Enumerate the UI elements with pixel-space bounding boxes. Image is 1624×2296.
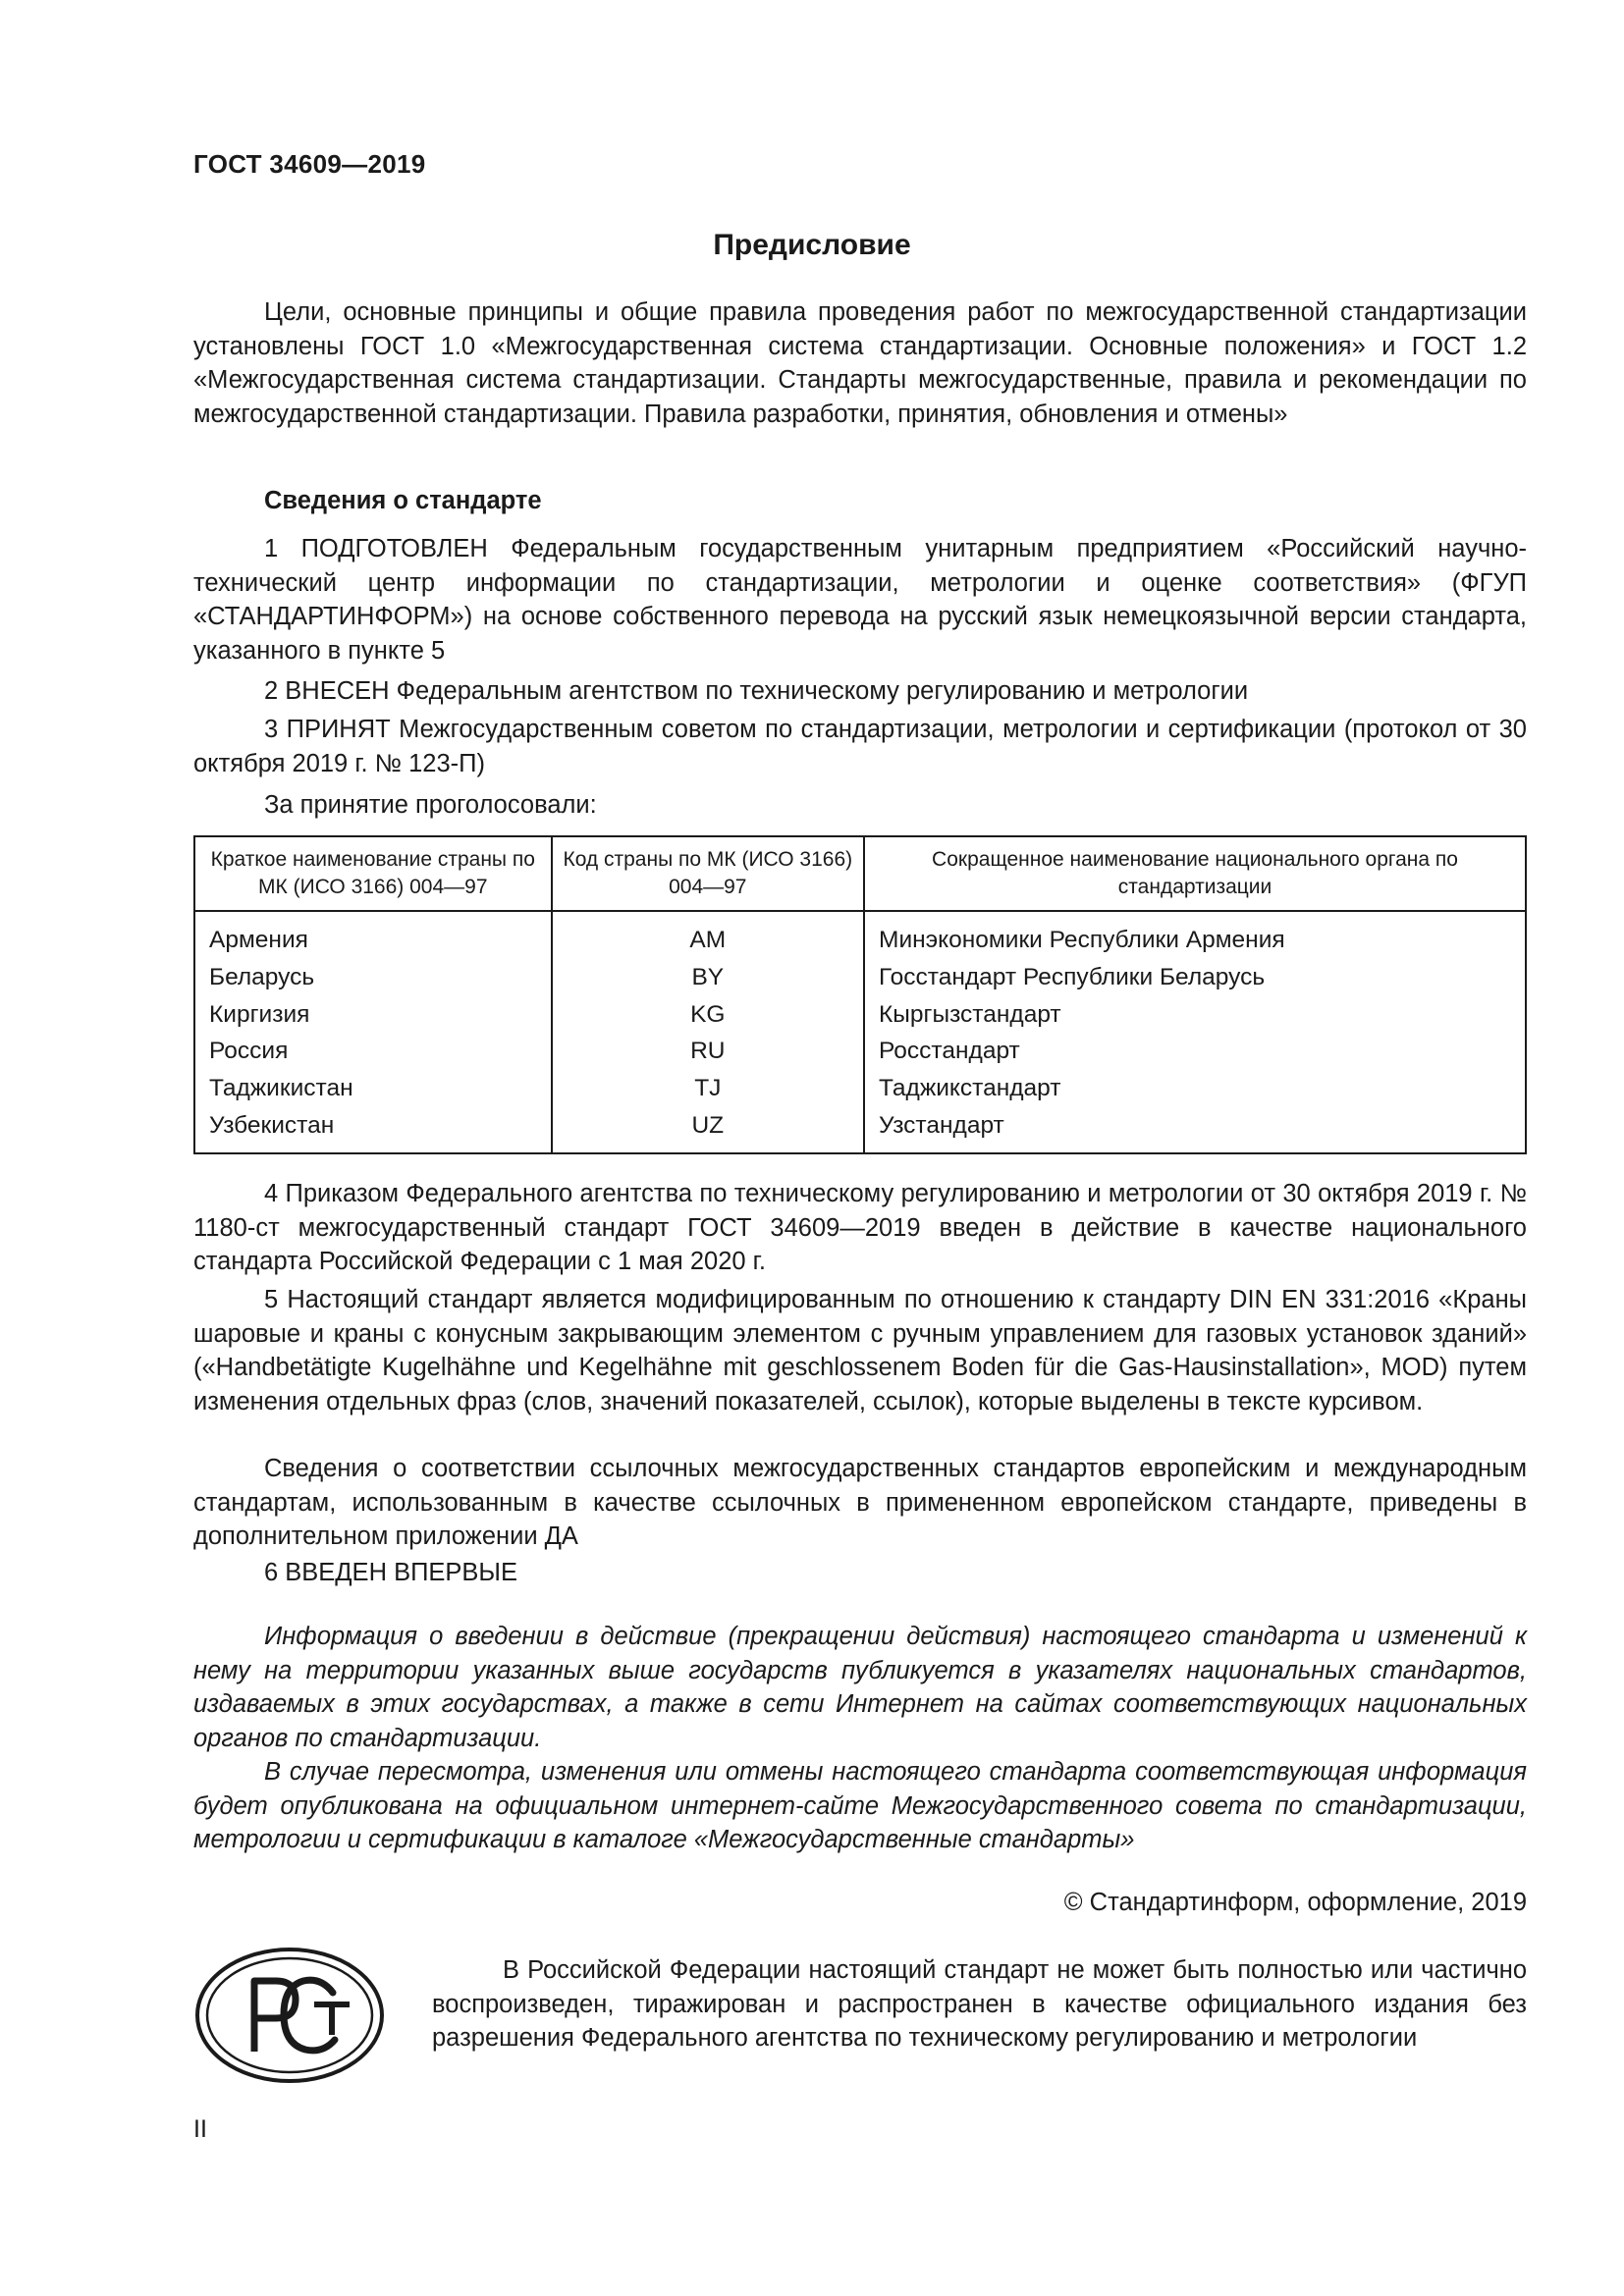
- header-country-code: Код страны по МК (ИСО 3166) 004—97: [552, 836, 864, 911]
- country-cell: Киргизия: [194, 996, 552, 1034]
- copyright-line: © Стандартинформ, оформление, 2019: [1063, 1889, 1527, 1916]
- votes-table-header-row: [194, 836, 1526, 911]
- country-cell: Россия: [194, 1033, 552, 1070]
- table-row: [194, 959, 1526, 996]
- standards-body-cell: Росстандарт: [864, 1033, 1526, 1070]
- standards-body-cell: Таджикстандарт: [864, 1070, 1526, 1107]
- item-4-paragraph: 4 Приказом Федерального агентства по техническому регулированию и метрологии от 30 октября 2019 г. № 1180-ст межгосударственный стандарт ГОСТ 34609—2019 введен в действие в качестве национального стандарта Российской Федерации с 1 мая 2020 г.: [193, 1180, 1527, 1275]
- page-title: Предисловие: [713, 229, 911, 261]
- votes-table: [193, 835, 1527, 1154]
- standards-body-cell: Кыргызстандарт: [864, 996, 1526, 1034]
- country-code-cell: AM: [552, 911, 864, 959]
- table-row: [194, 1070, 1526, 1107]
- table-row: [194, 1107, 1526, 1153]
- country-code-cell: KG: [552, 996, 864, 1034]
- country-cell: Таджикистан: [194, 1070, 552, 1107]
- section-heading: Сведения о стандарте: [264, 487, 542, 514]
- item-6-paragraph: 6 ВВЕДЕН ВПЕРВЫЕ: [264, 1559, 518, 1586]
- standards-body-cell: Госстандарт Республики Беларусь: [864, 959, 1526, 996]
- country-code-cell: RU: [552, 1033, 864, 1070]
- table-row: [194, 911, 1526, 959]
- document-code: ГОСТ 34609—2019: [193, 149, 426, 179]
- country-code-cell: TJ: [552, 1070, 864, 1107]
- table-row: [194, 1033, 1526, 1070]
- item-1-paragraph: 1 ПОДГОТОВЛЕН Федеральным государственным унитарным предприятием «Российский научно-технический центр информации по стандартизации, метрологии и оценке соответствия» (ФГУП «СТАНДАРТИНФОРМ») на основе собственного перевода на русский язык немецкоязычной версии стандарта, указанного в пункте 5: [193, 535, 1527, 665]
- item-5-paragraph: 5 Настоящий стандарт является модифицированным по отношению к стандарту DIN EN 331:2016 «Краны шаровые и краны с конусным закрывающим элементом с ручным управлением для газовых установок зданий» («Handbetätigte Kugelhähne und Kegelhähne mit geschlossenem Boden für die Gas-Hausinstallation», MOD) путем изменения отдельных фраз (слов, значений показателей, ссылок), которые выделены в тексте курсивом.: [193, 1286, 1527, 1415]
- item-5-note-paragraph: Сведения о соответствии ссылочных межгосударственных стандартов европейским и международным стандартам, использованным в качестве ссылочных в примененном европейском стандарте, приведены в дополнительном приложении ДА: [193, 1455, 1527, 1550]
- reproduction-notice: В Российской Федерации настоящий стандарт не может быть полностью или частично воспроизведен, тиражирован и распространен в качестве официального издания без разрешения Федерального агентства по техническому регулированию и метрологии: [432, 1956, 1527, 2052]
- standards-body-cell: Узстандарт: [864, 1107, 1526, 1153]
- country-cell: Узбекистан: [194, 1107, 552, 1153]
- item-3-paragraph: 3 ПРИНЯТ Межгосударственным советом по стандартизации, метрологии и сертификации (протокол от 30 октября 2019 г. № 123-П): [193, 716, 1527, 777]
- header-standards-body: Сокращенное наименование национального органа по стандартизации: [864, 836, 1526, 911]
- page-number: II: [193, 2115, 207, 2143]
- italic-note-paragraph: В случае пересмотра, изменения или отмены настоящего стандарта соответствующая информация будет опубликована на официальном интернет-сайте Межгосударственного совета по стандартизации, метрологии и сертификации в каталоге «Межгосударственные стандарты»: [193, 1758, 1527, 1853]
- standards-body-cell: Минэкономики Республики Армения: [864, 911, 1526, 959]
- country-code-cell: BY: [552, 959, 864, 996]
- votes-caption: За принятие проголосовали:: [264, 791, 597, 819]
- italic-note-paragraph: Информация о введении в действие (прекращении действия) настоящего стандарта и изменений к нему на территории указанных выше государств публикуется в указателях национальных стандартов, издаваемых в этих государствах, а также в сети Интернет на сайтах соответствующих национальных органов по стандартизации.: [193, 1623, 1527, 1752]
- header-country-name: Краткое наименование страны по МК (ИСО 3166) 004—97: [194, 836, 552, 911]
- country-cell: Беларусь: [194, 959, 552, 996]
- table-row: [194, 996, 1526, 1034]
- item-2-paragraph: 2 ВНЕСЕН Федеральным агентством по техническому регулированию и метрологии: [264, 677, 1249, 705]
- country-code-cell: UZ: [552, 1107, 864, 1153]
- rst-emblem-icon: [193, 1946, 386, 2085]
- intro-paragraph: Цели, основные принципы и общие правила проведения работ по межгосударственной стандартизации установлены ГОСТ 1.0 «Межгосударственная система стандартизации. Основные положения» и ГОСТ 1.2 «Межгосударственная система стандартизации. Стандарты межгосударственные, правила и рекомендации по межгосударственной стандартизации. Правила разработки, принятия, обновления и отмены»: [193, 298, 1527, 428]
- country-cell: Армения: [194, 911, 552, 959]
